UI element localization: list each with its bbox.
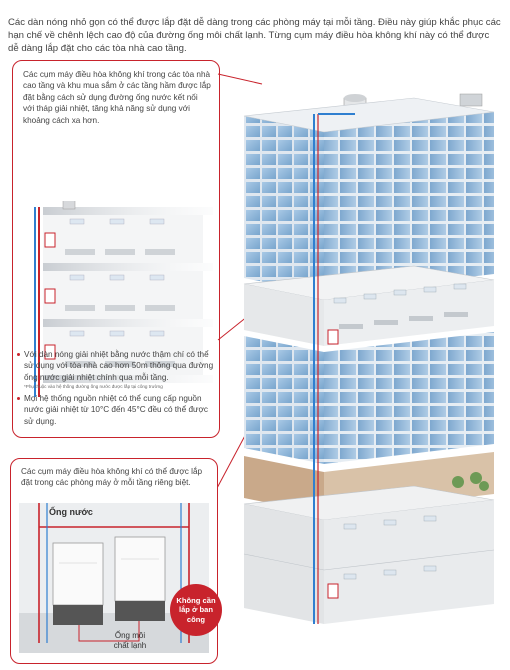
callout-bottom-lead: Các cụm máy điều hòa không khí có thể được lắp đặt trong các phòng máy ở mỗi tầng riêng biệt. xyxy=(21,467,203,488)
bullet-water-temperature: Mọi hệ thống nguồn nhiệt có thể cung cấp nguồn nước giải nhiệt từ 10°C đến 45°C đều có thể được sử dụng. xyxy=(17,393,216,427)
callout-top-lead: Các cụm máy điều hòa không khí trong các tòa nhà cao tầng và khu mua sắm ở các tầng hầm được lắp đặt bằng cách sử dụng đường ống nước kết nối với tháp giải nhiệt, tăng khả năng sử dụng với khoảng cách xa hơn. xyxy=(23,70,211,125)
label-refrigerant-pipe: Ống môi chất lạnh xyxy=(113,631,147,650)
label-water-pipe: Ống nước xyxy=(49,507,93,517)
indoor-unit-right xyxy=(115,537,165,621)
basement-cutaway xyxy=(244,486,494,624)
badge-text: Không cần lắp ở ban công xyxy=(176,596,216,624)
tower-front-face-lower xyxy=(244,336,324,464)
indoor-unit-left xyxy=(53,543,103,625)
tower-front-face-upper xyxy=(244,116,324,294)
footnote-site-piping: *Phụ thuộc vào hệ thống đường ống nước được lắp tại công trường xyxy=(24,384,163,389)
tower-side-face-lower xyxy=(324,332,494,464)
bullet-water-pipe-height: Với dàn nóng giải nhiệt bằng nước thậm chí có thể sử dụng với tòa nhà cao hơn 50m thông qua đường ống nước giải nhiệt chính qua mỗi tầng. xyxy=(17,349,216,383)
intro-paragraph: Các dàn nóng nhỏ gọn có thể được lắp đặt dễ dàng trong các phòng máy tại mỗi tầng. Điều này giúp khắc phục các hạn chế về chênh lệch cao độ của đường ống môi chất lạnh. Từng cụm máy điều hòa không khí này có thể được dễ dàng lắp đặt cho các tòa nhà cao tầng. xyxy=(8,16,501,54)
high-rise-building-illustration xyxy=(214,84,510,670)
